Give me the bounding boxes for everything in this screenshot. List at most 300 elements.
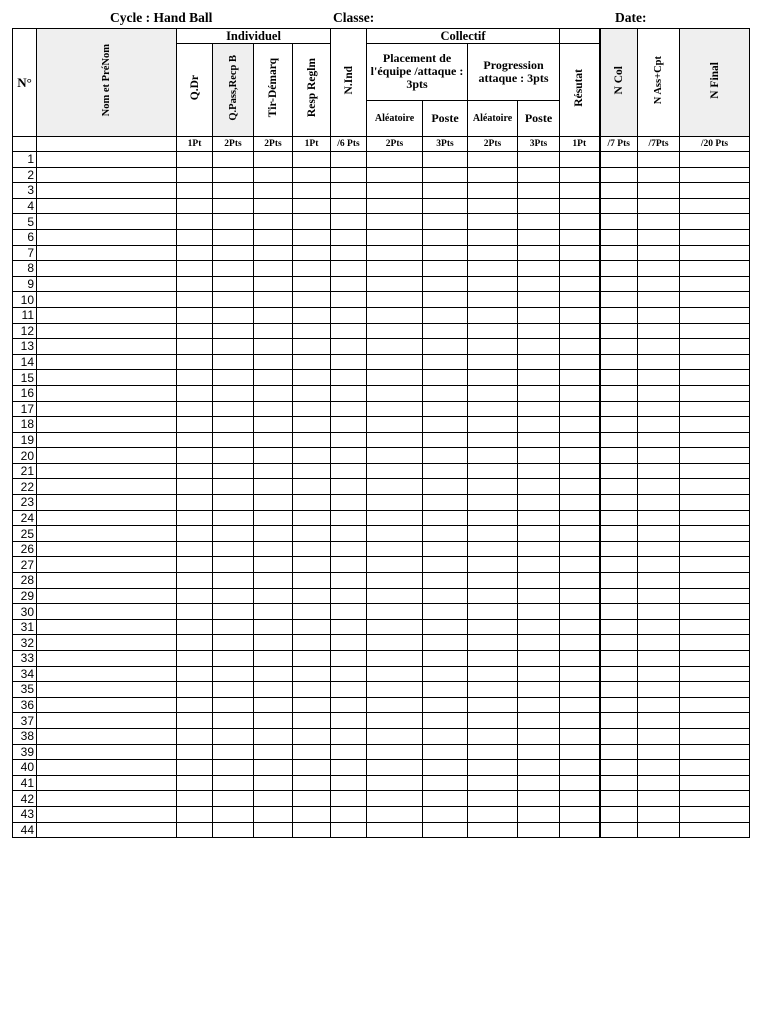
name-cell[interactable] <box>37 588 177 604</box>
grade-cell[interactable] <box>468 822 518 838</box>
grade-cell[interactable] <box>560 198 600 214</box>
grade-cell[interactable] <box>367 760 423 776</box>
grade-cell[interactable] <box>423 463 468 479</box>
grade-cell[interactable] <box>600 167 638 183</box>
name-cell[interactable] <box>37 697 177 713</box>
grade-cell[interactable] <box>213 510 254 526</box>
grade-cell[interactable] <box>177 245 213 261</box>
grade-cell[interactable] <box>213 370 254 386</box>
grade-cell[interactable] <box>680 463 750 479</box>
grade-cell[interactable] <box>331 463 367 479</box>
grade-cell[interactable] <box>560 432 600 448</box>
grade-cell[interactable] <box>638 354 680 370</box>
grade-cell[interactable] <box>560 510 600 526</box>
grade-cell[interactable] <box>600 245 638 261</box>
name-cell[interactable] <box>37 619 177 635</box>
grade-cell[interactable] <box>680 728 750 744</box>
grade-cell[interactable] <box>293 167 331 183</box>
grade-cell[interactable] <box>331 261 367 277</box>
grade-cell[interactable] <box>680 229 750 245</box>
grade-cell[interactable] <box>177 292 213 308</box>
grade-cell[interactable] <box>468 479 518 495</box>
grade-cell[interactable] <box>367 214 423 230</box>
grade-cell[interactable] <box>680 339 750 355</box>
grade-cell[interactable] <box>213 385 254 401</box>
grade-cell[interactable] <box>213 183 254 199</box>
grade-cell[interactable] <box>367 229 423 245</box>
grade-cell[interactable] <box>331 651 367 667</box>
grade-cell[interactable] <box>177 385 213 401</box>
grade-cell[interactable] <box>367 651 423 667</box>
grade-cell[interactable] <box>468 370 518 386</box>
grade-cell[interactable] <box>213 479 254 495</box>
grade-cell[interactable] <box>638 791 680 807</box>
grade-cell[interactable] <box>213 604 254 620</box>
grade-cell[interactable] <box>680 214 750 230</box>
grade-cell[interactable] <box>680 307 750 323</box>
grade-cell[interactable] <box>423 666 468 682</box>
grade-cell[interactable] <box>600 728 638 744</box>
grade-cell[interactable] <box>177 806 213 822</box>
grade-cell[interactable] <box>560 417 600 433</box>
grade-cell[interactable] <box>560 339 600 355</box>
grade-cell[interactable] <box>518 651 560 667</box>
grade-cell[interactable] <box>331 682 367 698</box>
grade-cell[interactable] <box>293 229 331 245</box>
grade-cell[interactable] <box>468 463 518 479</box>
grade-cell[interactable] <box>367 557 423 573</box>
grade-cell[interactable] <box>367 323 423 339</box>
grade-cell[interactable] <box>600 307 638 323</box>
name-cell[interactable] <box>37 339 177 355</box>
grade-cell[interactable] <box>254 526 293 542</box>
grade-cell[interactable] <box>177 510 213 526</box>
grade-cell[interactable] <box>468 183 518 199</box>
grade-cell[interactable] <box>254 588 293 604</box>
grade-cell[interactable] <box>560 401 600 417</box>
grade-cell[interactable] <box>213 292 254 308</box>
grade-cell[interactable] <box>213 245 254 261</box>
grade-cell[interactable] <box>600 354 638 370</box>
grade-cell[interactable] <box>423 370 468 386</box>
grade-cell[interactable] <box>367 370 423 386</box>
grade-cell[interactable] <box>680 806 750 822</box>
grade-cell[interactable] <box>560 635 600 651</box>
name-cell[interactable] <box>37 198 177 214</box>
grade-cell[interactable] <box>680 276 750 292</box>
grade-cell[interactable] <box>423 806 468 822</box>
grade-cell[interactable] <box>600 713 638 729</box>
grade-cell[interactable] <box>254 323 293 339</box>
grade-cell[interactable] <box>680 760 750 776</box>
grade-cell[interactable] <box>423 385 468 401</box>
grade-cell[interactable] <box>177 463 213 479</box>
name-cell[interactable] <box>37 370 177 386</box>
grade-cell[interactable] <box>468 728 518 744</box>
grade-cell[interactable] <box>468 573 518 589</box>
grade-cell[interactable] <box>177 557 213 573</box>
name-cell[interactable] <box>37 183 177 199</box>
grade-cell[interactable] <box>518 510 560 526</box>
grade-cell[interactable] <box>638 651 680 667</box>
grade-cell[interactable] <box>600 292 638 308</box>
grade-cell[interactable] <box>213 323 254 339</box>
grade-cell[interactable] <box>254 229 293 245</box>
name-cell[interactable] <box>37 214 177 230</box>
grade-cell[interactable] <box>638 229 680 245</box>
grade-cell[interactable] <box>468 245 518 261</box>
grade-cell[interactable] <box>367 604 423 620</box>
grade-cell[interactable] <box>177 588 213 604</box>
grade-cell[interactable] <box>560 541 600 557</box>
grade-cell[interactable] <box>680 791 750 807</box>
grade-cell[interactable] <box>367 417 423 433</box>
grade-cell[interactable] <box>680 401 750 417</box>
grade-cell[interactable] <box>423 417 468 433</box>
grade-cell[interactable] <box>331 198 367 214</box>
grade-cell[interactable] <box>293 619 331 635</box>
grade-cell[interactable] <box>638 557 680 573</box>
grade-cell[interactable] <box>423 245 468 261</box>
grade-cell[interactable] <box>638 245 680 261</box>
grade-cell[interactable] <box>638 760 680 776</box>
grade-cell[interactable] <box>177 198 213 214</box>
grade-cell[interactable] <box>518 198 560 214</box>
grade-cell[interactable] <box>680 541 750 557</box>
grade-cell[interactable] <box>367 573 423 589</box>
grade-cell[interactable] <box>638 495 680 511</box>
grade-cell[interactable] <box>518 214 560 230</box>
grade-cell[interactable] <box>518 448 560 464</box>
grade-cell[interactable] <box>680 245 750 261</box>
grade-cell[interactable] <box>600 417 638 433</box>
grade-cell[interactable] <box>518 541 560 557</box>
grade-cell[interactable] <box>518 339 560 355</box>
grade-cell[interactable] <box>518 183 560 199</box>
grade-cell[interactable] <box>680 152 750 168</box>
grade-cell[interactable] <box>560 354 600 370</box>
grade-cell[interactable] <box>468 713 518 729</box>
grade-cell[interactable] <box>331 432 367 448</box>
grade-cell[interactable] <box>680 604 750 620</box>
grade-cell[interactable] <box>680 651 750 667</box>
grade-cell[interactable] <box>638 806 680 822</box>
grade-cell[interactable] <box>560 385 600 401</box>
grade-cell[interactable] <box>638 448 680 464</box>
grade-cell[interactable] <box>468 619 518 635</box>
grade-cell[interactable] <box>600 806 638 822</box>
grade-cell[interactable] <box>680 573 750 589</box>
grade-cell[interactable] <box>680 370 750 386</box>
grade-cell[interactable] <box>518 635 560 651</box>
grade-cell[interactable] <box>293 760 331 776</box>
grade-cell[interactable] <box>254 339 293 355</box>
grade-cell[interactable] <box>600 510 638 526</box>
grade-cell[interactable] <box>213 432 254 448</box>
name-cell[interactable] <box>37 822 177 838</box>
grade-cell[interactable] <box>331 417 367 433</box>
grade-cell[interactable] <box>177 214 213 230</box>
grade-cell[interactable] <box>468 760 518 776</box>
grade-cell[interactable] <box>560 479 600 495</box>
grade-cell[interactable] <box>468 276 518 292</box>
grade-cell[interactable] <box>293 417 331 433</box>
grade-cell[interactable] <box>600 682 638 698</box>
grade-cell[interactable] <box>423 713 468 729</box>
grade-cell[interactable] <box>423 292 468 308</box>
grade-cell[interactable] <box>423 495 468 511</box>
grade-cell[interactable] <box>468 167 518 183</box>
grade-cell[interactable] <box>560 760 600 776</box>
grade-cell[interactable] <box>331 307 367 323</box>
grade-cell[interactable] <box>423 635 468 651</box>
grade-cell[interactable] <box>177 604 213 620</box>
grade-cell[interactable] <box>423 323 468 339</box>
grade-cell[interactable] <box>560 448 600 464</box>
grade-cell[interactable] <box>293 806 331 822</box>
grade-cell[interactable] <box>254 495 293 511</box>
grade-cell[interactable] <box>177 666 213 682</box>
grade-cell[interactable] <box>423 432 468 448</box>
grade-cell[interactable] <box>518 713 560 729</box>
grade-cell[interactable] <box>293 152 331 168</box>
grade-cell[interactable] <box>468 261 518 277</box>
grade-cell[interactable] <box>518 229 560 245</box>
name-cell[interactable] <box>37 152 177 168</box>
grade-cell[interactable] <box>518 495 560 511</box>
grade-cell[interactable] <box>177 541 213 557</box>
grade-cell[interactable] <box>423 214 468 230</box>
grade-cell[interactable] <box>177 619 213 635</box>
grade-cell[interactable] <box>213 619 254 635</box>
grade-cell[interactable] <box>254 261 293 277</box>
grade-cell[interactable] <box>331 635 367 651</box>
grade-cell[interactable] <box>254 401 293 417</box>
grade-cell[interactable] <box>518 760 560 776</box>
name-cell[interactable] <box>37 635 177 651</box>
grade-cell[interactable] <box>423 401 468 417</box>
name-cell[interactable] <box>37 167 177 183</box>
grade-cell[interactable] <box>254 152 293 168</box>
grade-cell[interactable] <box>518 728 560 744</box>
grade-cell[interactable] <box>254 183 293 199</box>
grade-cell[interactable] <box>293 728 331 744</box>
name-cell[interactable] <box>37 245 177 261</box>
grade-cell[interactable] <box>560 370 600 386</box>
grade-cell[interactable] <box>680 417 750 433</box>
grade-cell[interactable] <box>293 775 331 791</box>
grade-cell[interactable] <box>518 806 560 822</box>
grade-cell[interactable] <box>367 526 423 542</box>
grade-cell[interactable] <box>600 183 638 199</box>
name-cell[interactable] <box>37 557 177 573</box>
grade-cell[interactable] <box>468 229 518 245</box>
grade-cell[interactable] <box>254 760 293 776</box>
grade-cell[interactable] <box>177 370 213 386</box>
grade-cell[interactable] <box>560 651 600 667</box>
grade-cell[interactable] <box>560 604 600 620</box>
grade-cell[interactable] <box>560 573 600 589</box>
grade-cell[interactable] <box>293 307 331 323</box>
name-cell[interactable] <box>37 744 177 760</box>
grade-cell[interactable] <box>331 760 367 776</box>
grade-cell[interactable] <box>423 152 468 168</box>
grade-cell[interactable] <box>468 682 518 698</box>
grade-cell[interactable] <box>213 557 254 573</box>
grade-cell[interactable] <box>331 573 367 589</box>
grade-cell[interactable] <box>367 432 423 448</box>
grade-cell[interactable] <box>331 526 367 542</box>
grade-cell[interactable] <box>254 573 293 589</box>
grade-cell[interactable] <box>293 573 331 589</box>
grade-cell[interactable] <box>213 541 254 557</box>
grade-cell[interactable] <box>213 635 254 651</box>
grade-cell[interactable] <box>423 651 468 667</box>
grade-cell[interactable] <box>213 229 254 245</box>
grade-cell[interactable] <box>254 713 293 729</box>
grade-cell[interactable] <box>177 651 213 667</box>
grade-cell[interactable] <box>331 697 367 713</box>
grade-cell[interactable] <box>367 354 423 370</box>
grade-cell[interactable] <box>468 697 518 713</box>
grade-cell[interactable] <box>331 276 367 292</box>
grade-cell[interactable] <box>680 385 750 401</box>
grade-cell[interactable] <box>254 510 293 526</box>
grade-cell[interactable] <box>213 791 254 807</box>
grade-cell[interactable] <box>423 573 468 589</box>
grade-cell[interactable] <box>468 214 518 230</box>
grade-cell[interactable] <box>423 728 468 744</box>
grade-cell[interactable] <box>423 183 468 199</box>
grade-cell[interactable] <box>680 183 750 199</box>
grade-cell[interactable] <box>293 448 331 464</box>
grade-cell[interactable] <box>367 619 423 635</box>
grade-cell[interactable] <box>468 557 518 573</box>
grade-cell[interactable] <box>293 261 331 277</box>
grade-cell[interactable] <box>638 526 680 542</box>
grade-cell[interactable] <box>213 651 254 667</box>
grade-cell[interactable] <box>600 619 638 635</box>
grade-cell[interactable] <box>293 276 331 292</box>
grade-cell[interactable] <box>254 775 293 791</box>
grade-cell[interactable] <box>213 152 254 168</box>
grade-cell[interactable] <box>213 198 254 214</box>
grade-cell[interactable] <box>213 573 254 589</box>
grade-cell[interactable] <box>367 495 423 511</box>
grade-cell[interactable] <box>254 619 293 635</box>
grade-cell[interactable] <box>600 385 638 401</box>
grade-cell[interactable] <box>468 651 518 667</box>
grade-cell[interactable] <box>518 557 560 573</box>
grade-cell[interactable] <box>423 557 468 573</box>
grade-cell[interactable] <box>367 822 423 838</box>
grade-cell[interactable] <box>213 354 254 370</box>
name-cell[interactable] <box>37 573 177 589</box>
grade-cell[interactable] <box>423 697 468 713</box>
name-cell[interactable] <box>37 728 177 744</box>
grade-cell[interactable] <box>600 791 638 807</box>
grade-cell[interactable] <box>293 495 331 511</box>
grade-cell[interactable] <box>213 495 254 511</box>
grade-cell[interactable] <box>254 666 293 682</box>
grade-cell[interactable] <box>638 198 680 214</box>
name-cell[interactable] <box>37 510 177 526</box>
grade-cell[interactable] <box>254 541 293 557</box>
grade-cell[interactable] <box>600 666 638 682</box>
grade-cell[interactable] <box>423 541 468 557</box>
grade-cell[interactable] <box>177 791 213 807</box>
grade-cell[interactable] <box>213 744 254 760</box>
grade-cell[interactable] <box>254 806 293 822</box>
grade-cell[interactable] <box>638 167 680 183</box>
grade-cell[interactable] <box>600 557 638 573</box>
grade-cell[interactable] <box>213 775 254 791</box>
grade-cell[interactable] <box>293 432 331 448</box>
grade-cell[interactable] <box>638 573 680 589</box>
grade-cell[interactable] <box>680 261 750 277</box>
grade-cell[interactable] <box>468 495 518 511</box>
grade-cell[interactable] <box>213 728 254 744</box>
grade-cell[interactable] <box>638 276 680 292</box>
grade-cell[interactable] <box>638 682 680 698</box>
grade-cell[interactable] <box>254 354 293 370</box>
grade-cell[interactable] <box>600 604 638 620</box>
grade-cell[interactable] <box>638 822 680 838</box>
grade-cell[interactable] <box>331 775 367 791</box>
grade-cell[interactable] <box>367 245 423 261</box>
grade-cell[interactable] <box>518 307 560 323</box>
grade-cell[interactable] <box>518 354 560 370</box>
grade-cell[interactable] <box>638 713 680 729</box>
grade-cell[interactable] <box>423 619 468 635</box>
grade-cell[interactable] <box>331 339 367 355</box>
grade-cell[interactable] <box>600 526 638 542</box>
grade-cell[interactable] <box>638 635 680 651</box>
grade-cell[interactable] <box>367 479 423 495</box>
grade-cell[interactable] <box>331 744 367 760</box>
grade-cell[interactable] <box>680 775 750 791</box>
grade-cell[interactable] <box>293 463 331 479</box>
grade-cell[interactable] <box>254 479 293 495</box>
grade-cell[interactable] <box>518 167 560 183</box>
grade-cell[interactable] <box>331 401 367 417</box>
grade-cell[interactable] <box>293 370 331 386</box>
grade-cell[interactable] <box>254 417 293 433</box>
grade-cell[interactable] <box>254 682 293 698</box>
grade-cell[interactable] <box>331 541 367 557</box>
grade-cell[interactable] <box>213 401 254 417</box>
name-cell[interactable] <box>37 791 177 807</box>
grade-cell[interactable] <box>293 510 331 526</box>
grade-cell[interactable] <box>680 354 750 370</box>
grade-cell[interactable] <box>560 495 600 511</box>
grade-cell[interactable] <box>600 276 638 292</box>
grade-cell[interactable] <box>177 448 213 464</box>
grade-cell[interactable] <box>367 198 423 214</box>
grade-cell[interactable] <box>293 635 331 651</box>
grade-cell[interactable] <box>177 728 213 744</box>
grade-cell[interactable] <box>518 276 560 292</box>
grade-cell[interactable] <box>331 557 367 573</box>
grade-cell[interactable] <box>518 775 560 791</box>
grade-cell[interactable] <box>254 651 293 667</box>
grade-cell[interactable] <box>331 806 367 822</box>
grade-cell[interactable] <box>638 463 680 479</box>
grade-cell[interactable] <box>177 635 213 651</box>
grade-cell[interactable] <box>518 697 560 713</box>
grade-cell[interactable] <box>600 323 638 339</box>
grade-cell[interactable] <box>468 198 518 214</box>
